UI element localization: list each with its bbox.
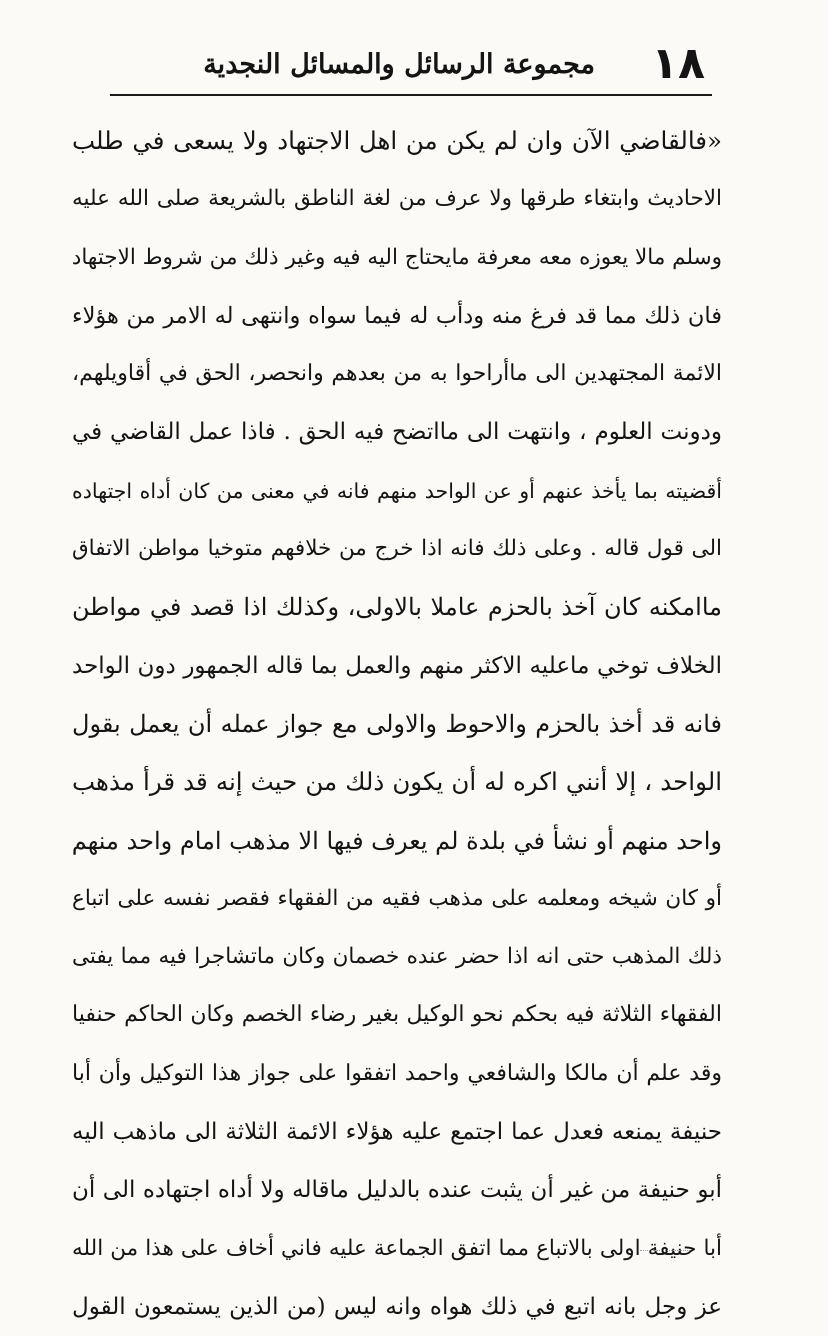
footer-mark [640, 1250, 690, 1251]
text-line: وقد علم أن مالكا والشافعي واحمد اتفقوا على جواز هذا التوكيل وأن أبا [72, 1060, 722, 1086]
body-text [72, 112, 722, 1336]
text-line: ودونت العلوم ، وانتهت الى مااتضح فيه الحق . فاذا عمل القاضي في [72, 419, 722, 446]
text-line: عز وجل بانه اتبع في ذلك هواه وانه ليس (من الذين يستمعون القول [72, 1293, 722, 1320]
text-line: فان ذلك مما قد فرغ منه ودأب له فيما سواه وانتهى له الامر من هؤلاء [72, 302, 722, 329]
text-line: فانه قد أخذ بالحزم والاحوط والاولى مع جواز عمله أن يعمل بقول [72, 709, 722, 738]
text-line: الائمة المجتهدين الى ماأراحوا به من بعدهم وانحصر، الحق في أقاويلهم، [72, 361, 722, 387]
text-line: أو كان شيخه ومعلمه على مذهب فقيه من الفقهاء فقصر نفسه على اتباع [72, 885, 722, 911]
text-line: ماامكنه كان آخذ بالحزم عاملا بالاولى، وكذلك اذا قصد في مواطن [72, 593, 722, 622]
page-number: ١٨ [651, 38, 705, 89]
text-line: الواحد ، إلا أنني اكره له أن يكون ذلك من حيث إنه قد قرأ مذهب [72, 767, 722, 797]
text-line: الى قول قاله . وعلى ذلك فانه اذا خرج من خلافهم متوخيا مواطن الاتفاق [72, 536, 722, 562]
text-line: الفقهاء الثلاثة فيه بحكم نحو الوكيل بغير رضاء الخصم وكان الحاكم حنفيا [72, 1002, 722, 1028]
text-line: واحد منهم أو نشأ في بلدة لم يعرف فيها الا مذهب امام واحد منهم [72, 826, 722, 855]
text-line: ذلك المذهب حتى انه اذا حضر عنده خصمان وكان ماتشاجرا فيه مما يفتى [72, 944, 722, 970]
text-line: الاحاديث وابتغاء طرقها ولا عرف من لغة الناطق بالشريعة صلى الله عليه [72, 186, 722, 212]
header-divider [110, 94, 712, 96]
text-line: «فالقاضي الآن وان لم يكن من اهل الاجتهاد ولا يسعى في طلب [72, 126, 722, 155]
text-line: حنيفة يمنعه فعدل عما اجتمع عليه هؤلاء الائمة الثلاثة الى ماذهب اليه [72, 1119, 722, 1146]
text-line: أبا حنيفة اولى بالاتباع مما اتفق الجماعة عليه فاني أخاف على هذا من الله [72, 1235, 722, 1261]
text-line: أقضيته بما يأخذ عنهم أو عن الواحد منهم فانه في معنى من كان أداه اجتهاده [72, 478, 722, 503]
running-title: مجموعة الرسائل والمسائل النجدية [203, 49, 595, 80]
text-line: أبو حنيفة من غير أن يثبت عنده بالدليل ماقاله ولا أداه اجتهاده الى أن [72, 1177, 722, 1204]
page-header [110, 38, 715, 96]
text-line: الخلاف توخي ماعليه الاكثر منهم والعمل بما قاله الجمهور دون الواحد [72, 652, 722, 679]
text-line: وسلم مالا يعوزه معه معرفة مايحتاج اليه فيه وغير ذلك من شروط الاجتهاد [72, 244, 722, 270]
